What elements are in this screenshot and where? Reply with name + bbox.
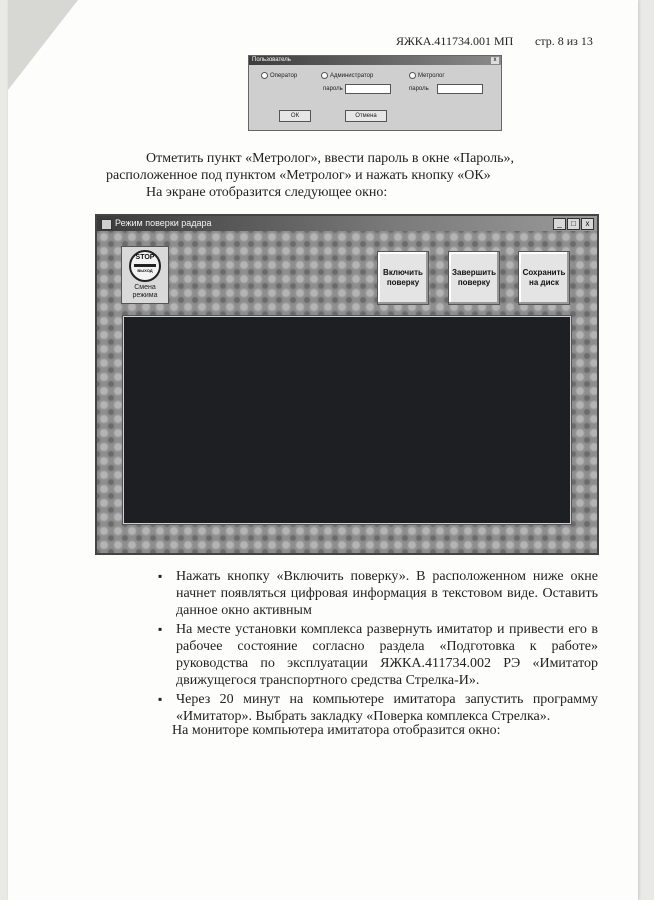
radio-operator-label: Оператор [270, 72, 298, 79]
radio-operator-dot[interactable] [261, 72, 268, 79]
stop-sign-text: STOP [135, 254, 155, 261]
login-close-button[interactable]: x [491, 57, 499, 64]
change-mode-label: Смена режима [132, 284, 158, 299]
maximize-button[interactable]: □ [567, 218, 580, 230]
bullet-mark: ▪ [158, 692, 163, 706]
radio-administrator-label: Администратор [330, 72, 374, 79]
app-icon [101, 219, 112, 230]
radio-administrator[interactable] [321, 72, 373, 79]
output-text-area[interactable] [123, 316, 571, 524]
cancel-button[interactable]: Отмена [345, 110, 387, 122]
login-dialog-title-text: Пользователь [252, 57, 291, 63]
list-item [158, 691, 598, 725]
close-button[interactable]: x [581, 218, 594, 230]
radio-metrolog-dot[interactable] [409, 72, 416, 79]
list-item-text: Нажать кнопку «Включить поверку». В расположенном ниже окне начнет появляться цифровая информация в текстовом виде. Оставить данное окно активным [176, 569, 598, 618]
ok-button[interactable]: ОК [279, 110, 311, 122]
password-label-admin: пароль [323, 86, 343, 92]
finish-verification-button[interactable]: Завершить поверку [448, 251, 500, 305]
list-item-text: Через 20 минут на компьютере имитатора запустить программу «Имитатор». Выбрать закладку «Поверка комплекса Стрелка». [176, 692, 598, 724]
stop-sign-icon [129, 250, 161, 282]
save-to-disk-button[interactable]: Сохранить на диск [518, 251, 570, 305]
page-number: стр. 8 из 13 [535, 34, 593, 48]
instruction-line-2: расположенное под пунктом «Метролог» и нажать кнопку «ОК» [106, 168, 491, 183]
instruction-list [158, 568, 598, 727]
radio-administrator-dot[interactable] [321, 72, 328, 79]
radar-window-titlebar [97, 216, 597, 231]
radio-metrolog[interactable] [409, 72, 445, 79]
stop-sign-bar [134, 264, 156, 267]
list-item [158, 621, 598, 689]
list-item-text: На месте установки комплекса развернуть имитатор и привести его в рабочее состояние согласно раздела «Подготовка к работе» руководства по эксплуатации ЯЖКА.411734.002 РЭ «Имитатор движущегося транспортного средства Стрелка-И». [176, 622, 598, 688]
radio-metrolog-label: Метролог [418, 72, 445, 79]
login-dialog-title [249, 56, 501, 65]
password-field-admin[interactable] [345, 84, 391, 94]
start-verification-button[interactable]: Включить поверку [377, 251, 429, 305]
closing-text: На мониторе компьютера имитатора отобразится окно: [172, 723, 501, 738]
document-page [8, 0, 638, 900]
minimize-button[interactable]: _ [553, 218, 566, 230]
instruction-line-3: На экране отобразится следующее окно: [146, 185, 388, 200]
change-mode-button[interactable] [121, 246, 169, 304]
password-field-metrolog[interactable] [437, 84, 483, 94]
bullet-mark: ▪ [158, 622, 163, 636]
login-dialog [248, 55, 502, 131]
stop-sign-subtext: ВЫХОД [137, 268, 153, 273]
instruction-line-1: Отметить пункт «Метролог», ввести пароль в окне «Пароль», [146, 151, 514, 166]
list-item [158, 568, 598, 619]
window-controls [553, 218, 594, 230]
bullet-mark: ▪ [158, 569, 163, 583]
radar-verification-window [95, 214, 599, 555]
radio-operator[interactable] [261, 72, 297, 79]
doc-code: ЯЖКА.411734.001 МП [396, 34, 514, 48]
radar-window-title: Режим поверки радара [115, 218, 212, 228]
password-label-metrolog: пароль [409, 86, 429, 92]
page-header [8, 34, 638, 50]
